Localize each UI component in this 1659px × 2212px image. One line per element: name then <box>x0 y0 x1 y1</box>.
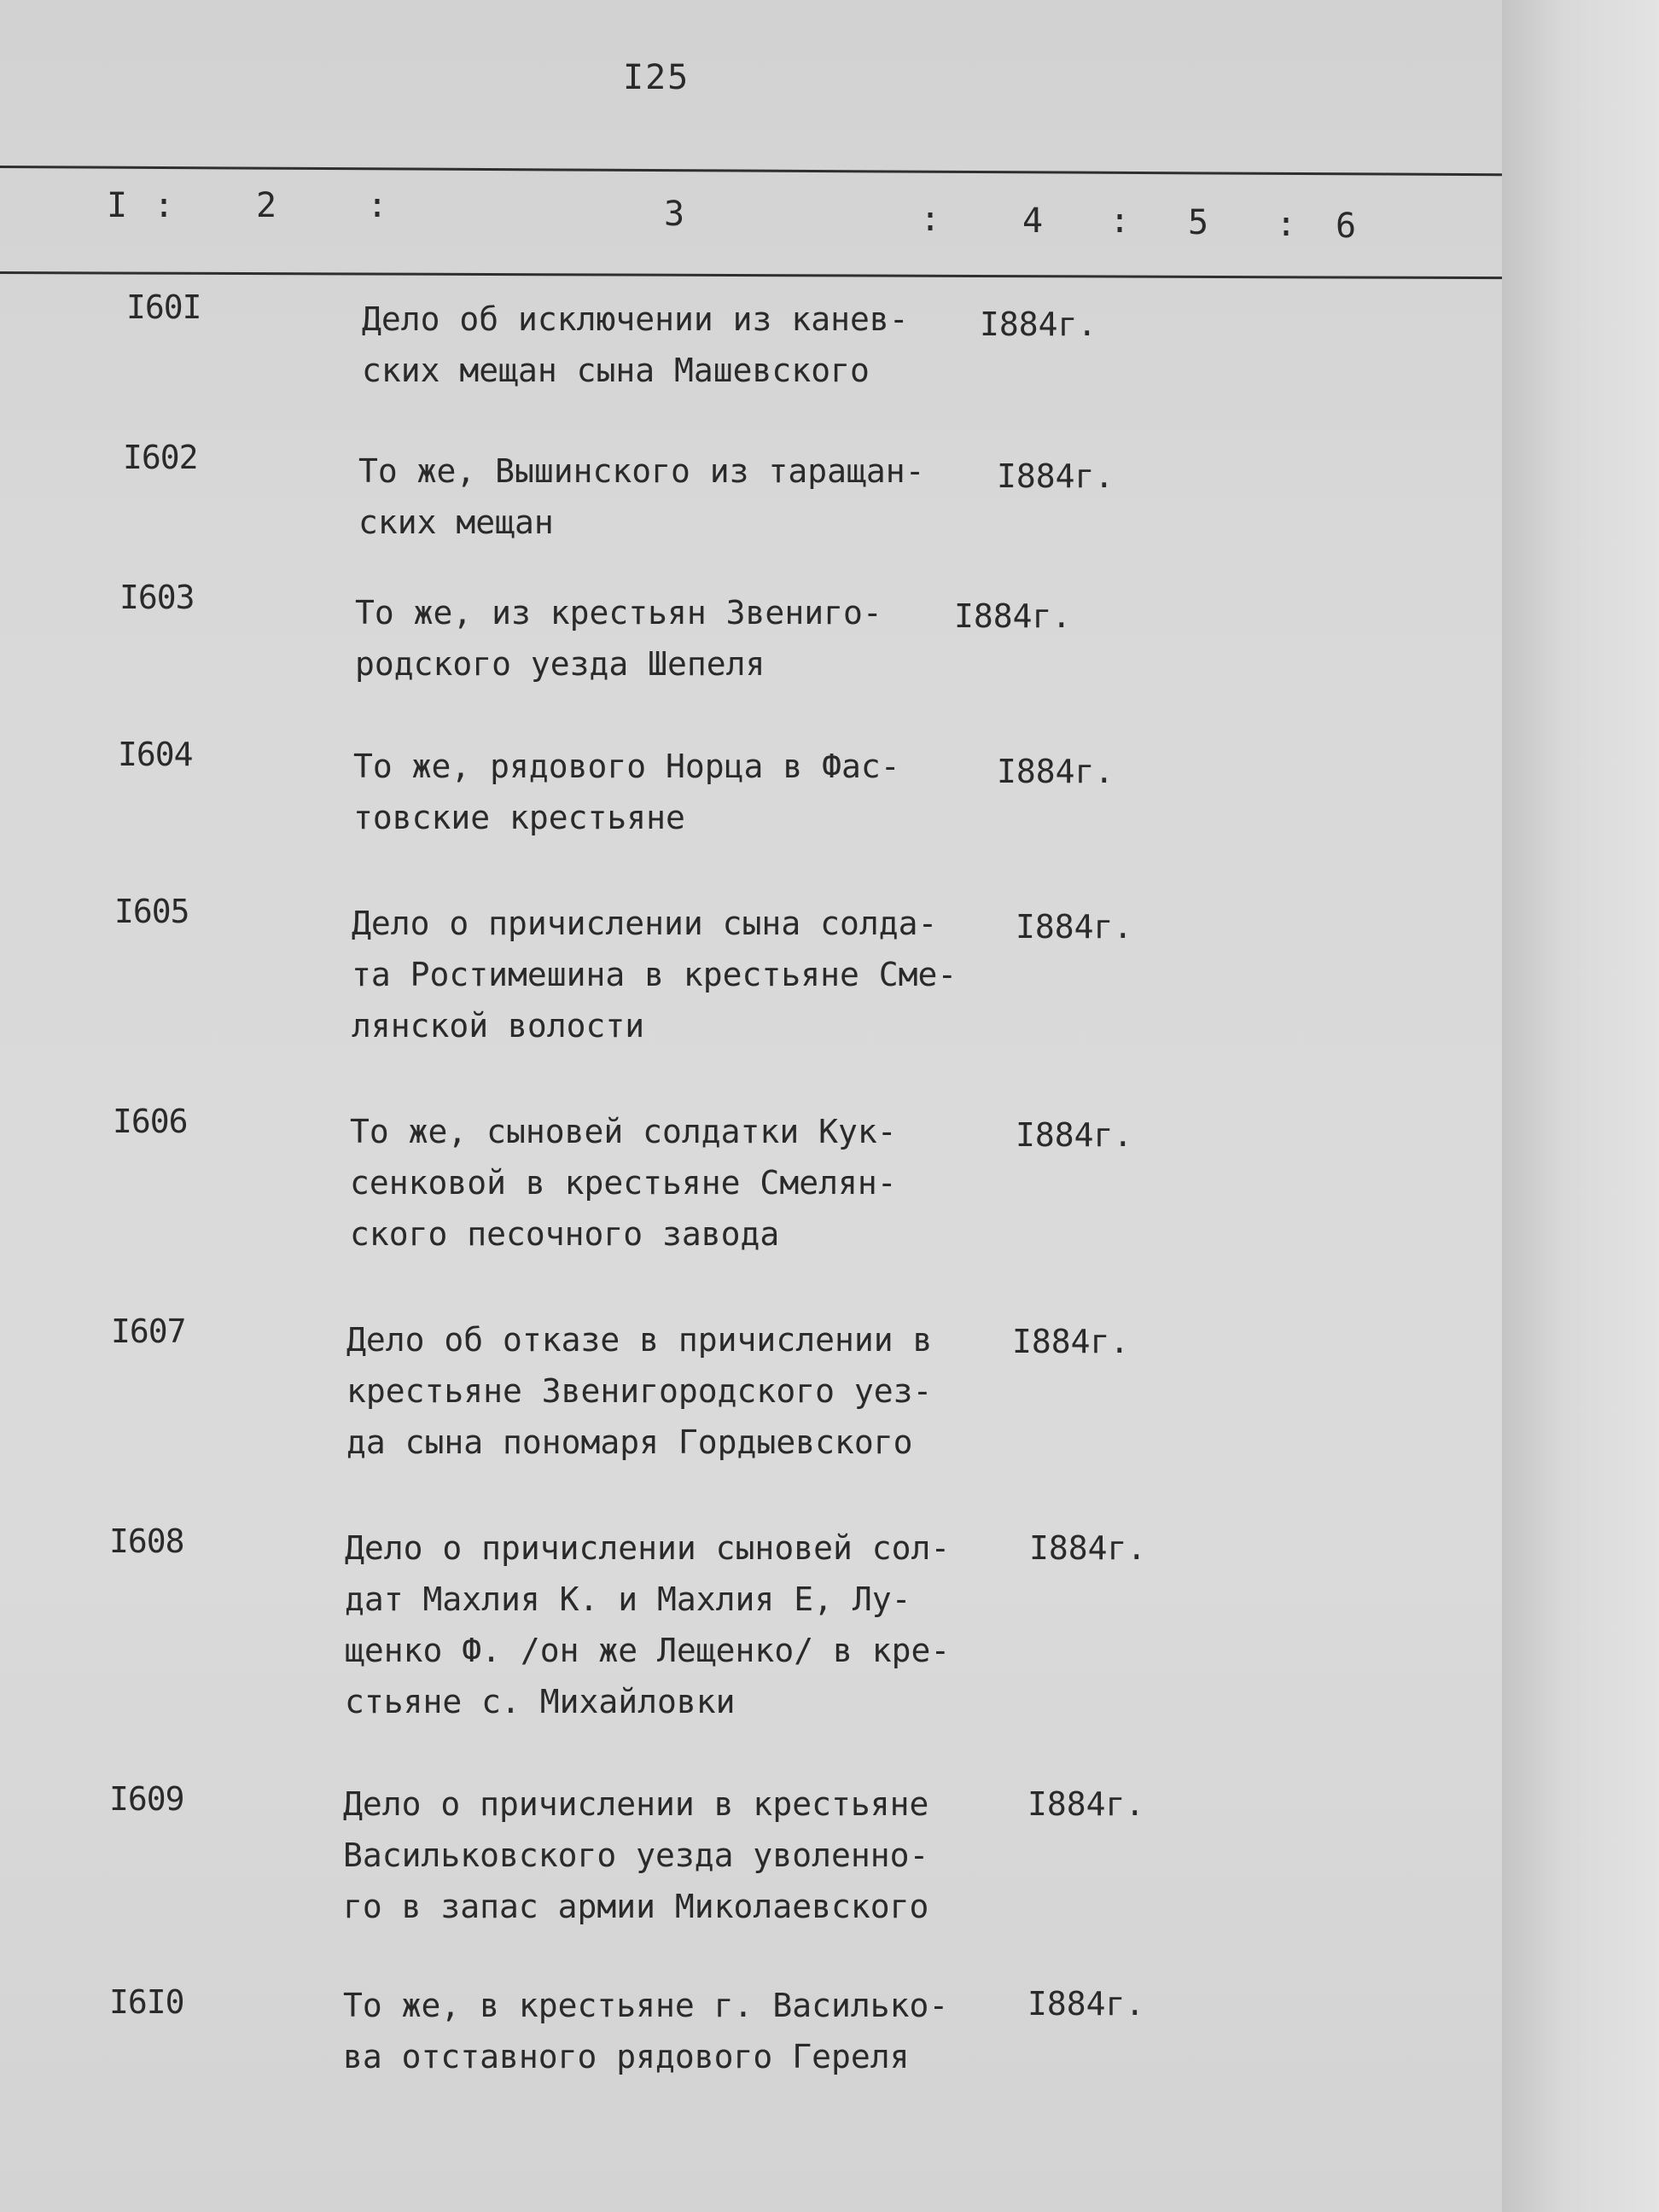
entry-line: Дело о причислении в крестьяне <box>343 1785 929 1823</box>
entry-line: товские крестьяне <box>353 799 685 836</box>
entry-description <box>358 445 924 548</box>
entry-year: I884г. <box>997 457 1115 495</box>
entry-description <box>352 898 957 1051</box>
entry-number: I602 <box>123 439 198 476</box>
column-header-5: 5 <box>1188 203 1209 242</box>
column-header-4: 4 <box>1022 201 1044 241</box>
entry-number: I609 <box>109 1780 184 1818</box>
entry-line: го в запас армии Миколаевского <box>343 1888 929 1925</box>
entry-line: крестьяне Звенигородского уез- <box>346 1372 933 1410</box>
entry-number: I607 <box>111 1313 186 1350</box>
entry-year: I884г. <box>980 306 1097 343</box>
entry-year: I884г. <box>997 753 1115 790</box>
entry-line: То же, сыновей солдатки Кук- <box>350 1113 897 1150</box>
entry-description <box>362 294 909 396</box>
entry-line: То же, рядового Норца в Фас- <box>353 748 900 785</box>
column-separator: : <box>920 200 941 239</box>
column-header-2: 2 <box>256 186 277 225</box>
entry-line: Дело об исключении из канев- <box>362 300 909 338</box>
entry-number: I604 <box>118 736 193 773</box>
entry-number: I6I0 <box>109 1983 184 2021</box>
entry-line: та Ростимешина в крестьяне Сме- <box>352 956 958 993</box>
entry-number: I60I <box>126 288 201 326</box>
entry-description <box>350 1106 897 1260</box>
entry-line: дат Махлия К. и Махлия Е, Лу- <box>345 1580 911 1618</box>
entry-description <box>345 1522 950 1727</box>
entry-year: I884г. <box>1012 1323 1130 1360</box>
column-separator: : <box>367 186 388 225</box>
entry-line: сенковой в крестьяне Смелян- <box>350 1164 897 1202</box>
entry-year: I884г. <box>954 597 1072 635</box>
column-header-1: I <box>107 186 128 225</box>
entry-description <box>343 1980 948 2082</box>
column-separator: : <box>154 186 175 225</box>
entry-line: стьяне с. Михайловки <box>345 1683 736 1720</box>
entry-line: да сына пономаря Гордыевского <box>346 1423 913 1461</box>
column-header-6: 6 <box>1336 207 1357 246</box>
entry-line: То же, из крестьян Звениго- <box>355 594 882 632</box>
entry-description <box>353 741 900 843</box>
entry-year: I884г. <box>1016 1116 1133 1154</box>
entry-line: родского уезда Шепеля <box>355 645 765 683</box>
entry-line: ских мещан <box>358 504 554 541</box>
entry-year: I884г. <box>1029 1529 1147 1567</box>
column-separator: : <box>1276 205 1297 244</box>
entry-description <box>355 587 882 690</box>
entry-line: Васильковского уезда уволенно- <box>343 1837 929 1874</box>
entry-year: I884г. <box>1027 1785 1145 1823</box>
entry-line: щенко Ф. /он же Лещенко/ в кре- <box>345 1632 951 1669</box>
entry-line: Дело об отказе в причислении в <box>346 1321 933 1359</box>
entry-line: ва отставного рядового Гереля <box>343 2038 910 2075</box>
entry-number: I605 <box>114 893 189 930</box>
entry-line: ских мещан сына Машевского <box>362 352 870 389</box>
entry-year: I884г. <box>1016 908 1133 946</box>
entry-line: То же, в крестьяне г. Василько- <box>343 1987 949 2024</box>
page-number: I25 <box>623 58 690 97</box>
entry-line: Дело о причислении сына солда- <box>352 905 938 942</box>
column-header-3: 3 <box>664 195 685 234</box>
entry-line: То же, Вышинского из таращан- <box>358 452 925 490</box>
column-separator: : <box>1109 201 1131 241</box>
entry-line: лянской волости <box>352 1007 645 1045</box>
entry-number: I606 <box>113 1103 188 1140</box>
entry-line: ского песочного завода <box>350 1215 780 1253</box>
entry-description <box>343 1778 928 1932</box>
entry-number: I608 <box>109 1522 184 1560</box>
page-edge-shadow <box>1502 0 1659 2212</box>
entry-line: Дело о причислении сыновей сол- <box>345 1529 951 1567</box>
entry-number: I603 <box>119 579 195 616</box>
entry-description <box>346 1314 932 1468</box>
entry-year: I884г. <box>1027 1985 1145 2023</box>
